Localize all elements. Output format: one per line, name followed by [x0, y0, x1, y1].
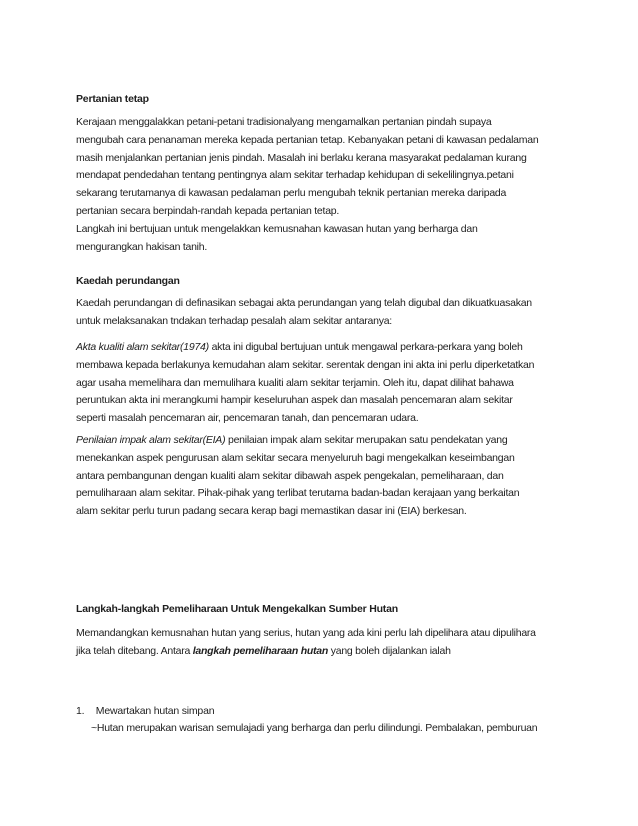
paragraph-langkah-intro	[76, 625, 566, 661]
intro-start: jika telah ditebang. Antara	[76, 644, 193, 657]
text-line: antara pembangunan dengan kualiti alam sekitar dibawah aspek pengekalan, pemeliharaan, dan	[76, 469, 504, 482]
eia-title: Penilaian impak alam sekitar(EIA)	[76, 434, 226, 446]
paragraph-akta-kualiti	[76, 339, 566, 428]
text-line: pertanian secara berpindah-randah kepada pertanian tetap.	[76, 204, 340, 217]
paragraph-kaedah-intro	[76, 295, 566, 331]
text-line: alam sekitar perlu turun padang secara kerap bagi memastikan dasar ini (EIA) berkesan.	[76, 505, 467, 518]
text-line: sekarang terutamanya di kawasan pedalaman perlu mengubah teknik pertanian mereka daripada	[76, 187, 507, 200]
text-line: Kerajaan menggalakkan petani-petani tradisionalyang mengamalkan pertanian pindah supaya	[76, 116, 492, 128]
text-line: Kaedah perundangan di definasikan sebagai akta perundangan yang telah digubal dan dikuatkuasakan	[76, 297, 532, 309]
list-number: 1.	[76, 705, 85, 717]
heading-langkah-pemeliharaan: Langkah-langkah Pemeliharaan Untuk Mengekalkan Sumber Hutan	[76, 603, 398, 615]
emphasis-langkah-pemeliharaan: langkah pemeliharaan hutan	[192, 644, 329, 657]
paragraph-eia	[76, 432, 566, 521]
text-line: untuk melaksanakan tndakan terhadap pesalah alam sekitar antaranya:	[76, 314, 392, 327]
list-item-1-text: ~Hutan merupakan warisan semulajadi yang berharga dan perlu dilindungi. Pembalakan, pemburuan	[91, 722, 538, 734]
text-line	[76, 432, 566, 450]
list-item-title: Mewartakan hutan simpan	[95, 705, 215, 717]
text-line: mendapat pendedahan tentang pentingnya alam sekitar terhadap kehidupan di sekelilingnya.petani	[76, 169, 514, 182]
text-line: pemuliharaan alam sekitar. Pihak-pihak yang terlibat terutama badan-badan kerajaan yang berkaitan	[76, 487, 520, 500]
text-line	[76, 339, 566, 357]
heading-kaedah-perundangan: Kaedah perundangan	[76, 275, 180, 287]
text-line	[76, 643, 566, 661]
text-line: mengubah cara penanaman mereka kepada pertanian tetap. Kebanyakan petani di kawasan pedalaman	[76, 133, 539, 146]
eia-first-line-rest: penilaian impak alam sekitar merupakan satu pendekatan yang	[225, 434, 508, 446]
list-item-1	[76, 705, 214, 717]
text-line: agar usaha memelihara dan memulihara kualiti alam sekitar terjamin. Oleh itu, dapat dilihat bahawa	[76, 376, 514, 389]
paragraph-pertanian-tetap	[76, 114, 566, 256]
akta-first-line-rest: akta ini digubal bertujuan untuk mengawal perkara-perkara yang boleh	[208, 341, 523, 353]
text-line: peruntukan akta ini merangkumi hampir keseluruhan aspek dan masalah pencemaran alam sekitar	[76, 394, 513, 407]
text-line: masih menjalankan pertanian jenis pindah. Masalah ini berlaku kerana masyarakat pedalaman kurang	[76, 151, 527, 164]
text-line: seperti masalah pencemaran air, pencemaran tanah, dan pencemaran udara.	[76, 412, 419, 425]
text-line: Langkah ini bertujuan untuk mengelakkan kemusnahan kawasan hutan yang berharga dan	[76, 222, 478, 235]
akta-title: Akta kualiti alam sekitar(1974)	[76, 341, 209, 353]
text-line: membawa kepada berlakunya kemudahan alam sekitar. serentak dengan ini akta ini perlu diperketatkan	[76, 358, 535, 371]
text-line: Memandangkan kemusnahan hutan yang serius, hutan yang ada kini perlu lah dipelihara atau dipulihara	[76, 627, 536, 639]
heading-pertanian-tetap: Pertanian tetap	[76, 93, 149, 105]
text-line: mengurangkan hakisan tanih.	[76, 240, 208, 253]
text-line: menekankan aspek pengurusan alam sekitar secara menyeluruh bagi mengekalkan keseimbangan	[76, 451, 515, 464]
intro-end: yang boleh dijalankan ialah	[328, 644, 451, 657]
